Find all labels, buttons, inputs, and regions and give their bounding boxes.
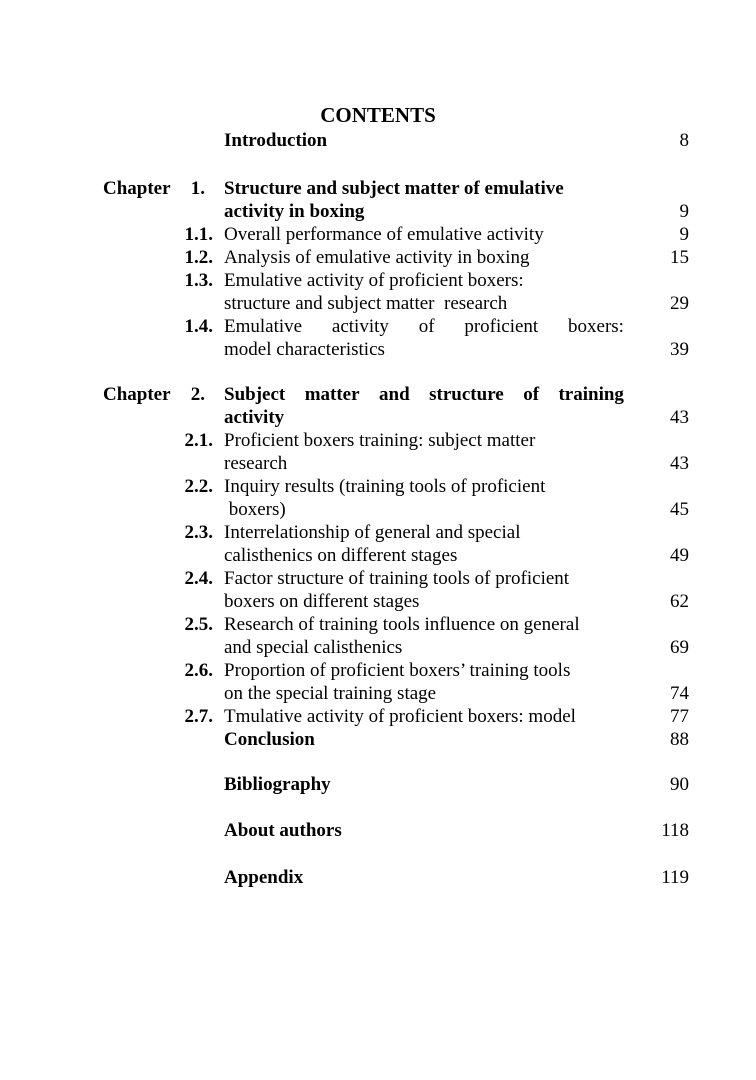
section-number: 2.7. xyxy=(184,706,213,727)
entry-text: Appendix xyxy=(224,867,304,888)
chapter-label: Chapter 2. xyxy=(103,384,205,405)
toc-section-2-1[interactable] xyxy=(0,429,756,452)
section-title: Research of training tools influence on general xyxy=(224,614,580,635)
page-title: CONTENTS xyxy=(320,103,436,127)
toc-section-2-2-cont[interactable] xyxy=(0,498,756,521)
page-number: 43 xyxy=(670,453,689,474)
page-number: 43 xyxy=(670,407,689,428)
toc-entry-about-authors[interactable] xyxy=(0,819,756,842)
chapter-title: activity xyxy=(224,407,285,428)
page-number: 9 xyxy=(679,224,689,245)
toc-section-2-5-cont[interactable] xyxy=(0,636,756,659)
page-number: 49 xyxy=(670,545,689,566)
section-number: 1.2. xyxy=(184,247,213,268)
toc-entry-bibliography[interactable] xyxy=(0,773,756,796)
section-title: Proficient boxers training: subject matter xyxy=(224,430,536,451)
toc-entry-appendix[interactable] xyxy=(0,866,756,889)
toc-entry-introduction[interactable] xyxy=(0,129,756,152)
section-title: calisthenics on different stages xyxy=(224,545,458,566)
section-title: Proportion of proficient boxers’ training tools xyxy=(224,660,571,681)
toc-section-2-6[interactable] xyxy=(0,659,756,682)
toc-section-2-2[interactable] xyxy=(0,475,756,498)
section-title: Tmulative activity of proficient boxers: model xyxy=(224,706,576,727)
toc-section-2-7[interactable] xyxy=(0,705,756,728)
toc-chapter-1-line1[interactable] xyxy=(0,177,756,200)
entry-text: Bibliography xyxy=(224,774,331,795)
section-title: structure and subject matter research xyxy=(224,293,508,314)
toc-section-2-5[interactable] xyxy=(0,613,756,636)
entry-text: Introduction xyxy=(224,130,328,151)
page-number: 74 xyxy=(670,683,689,704)
page-number: 119 xyxy=(661,867,689,888)
section-number: 1.4. xyxy=(184,316,213,337)
page-number: 69 xyxy=(670,637,689,658)
toc-section-1-4-cont[interactable] xyxy=(0,338,756,361)
toc-section-2-1-cont[interactable] xyxy=(0,452,756,475)
section-number: 2.4. xyxy=(184,568,213,589)
toc-section-2-4-cont[interactable] xyxy=(0,590,756,613)
section-number: 1.3. xyxy=(184,270,213,291)
toc-section-1-2[interactable] xyxy=(0,246,756,269)
chapter-title: Subject matter and structure of training xyxy=(224,384,624,405)
page-number: 88 xyxy=(670,729,689,750)
section-title: Analysis of emulative activity in boxing xyxy=(224,247,530,268)
toc-chapter-1-line2[interactable] xyxy=(0,200,756,223)
page-number: 45 xyxy=(670,499,689,520)
page-number: 118 xyxy=(661,820,689,841)
chapter-title: activity in boxing xyxy=(224,201,365,222)
toc-section-2-3[interactable] xyxy=(0,521,756,544)
page-number: 77 xyxy=(670,706,689,727)
section-title: Inquiry results (training tools of proficient xyxy=(224,476,546,497)
page-number: 8 xyxy=(679,130,689,151)
section-title: Factor structure of training tools of proficient xyxy=(224,568,570,589)
page-number: 39 xyxy=(670,339,689,360)
section-title: Interrelationship of general and special xyxy=(224,522,521,543)
section-number: 2.2. xyxy=(184,476,213,497)
toc-section-1-4[interactable] xyxy=(0,315,756,338)
section-title: Overall performance of emulative activity xyxy=(224,224,544,245)
toc-entry-conclusion[interactable] xyxy=(0,728,756,751)
section-title: on the special training stage xyxy=(224,683,437,704)
toc-section-1-3-cont[interactable] xyxy=(0,292,756,315)
page-number: 9 xyxy=(679,201,689,222)
toc-section-2-4[interactable] xyxy=(0,567,756,590)
toc-chapter-2-line2[interactable] xyxy=(0,406,756,429)
section-title: boxers on different stages xyxy=(224,591,420,612)
toc-section-1-1[interactable] xyxy=(0,223,756,246)
section-title: and special calisthenics xyxy=(224,637,403,658)
section-title: Emulative activity of proficient boxers: xyxy=(224,270,524,291)
page-number: 62 xyxy=(670,591,689,612)
section-number: 2.5. xyxy=(184,614,213,635)
toc-section-2-6-cont[interactable] xyxy=(0,682,756,705)
entry-text: Conclusion xyxy=(224,729,315,750)
chapter-label: Chapter 1. xyxy=(103,178,205,199)
section-number: 2.3. xyxy=(184,522,213,543)
section-number: 1.1. xyxy=(184,224,213,245)
toc-section-1-3[interactable] xyxy=(0,269,756,292)
page-number: 15 xyxy=(670,247,689,268)
page-number: 29 xyxy=(670,293,689,314)
toc-chapter-2-line1[interactable] xyxy=(0,383,756,406)
toc-section-2-3-cont[interactable] xyxy=(0,544,756,567)
entry-text: About authors xyxy=(224,820,342,841)
section-number: 2.1. xyxy=(184,430,213,451)
section-title: boxers) xyxy=(224,499,286,520)
section-number: 2.6. xyxy=(184,660,213,681)
section-title: research xyxy=(224,453,288,474)
section-title: model characteristics xyxy=(224,339,385,360)
chapter-title: Structure and subject matter of emulative xyxy=(224,178,564,199)
section-title: Emulative activity of proficient boxers: xyxy=(224,316,624,337)
page-number: 90 xyxy=(670,774,689,795)
